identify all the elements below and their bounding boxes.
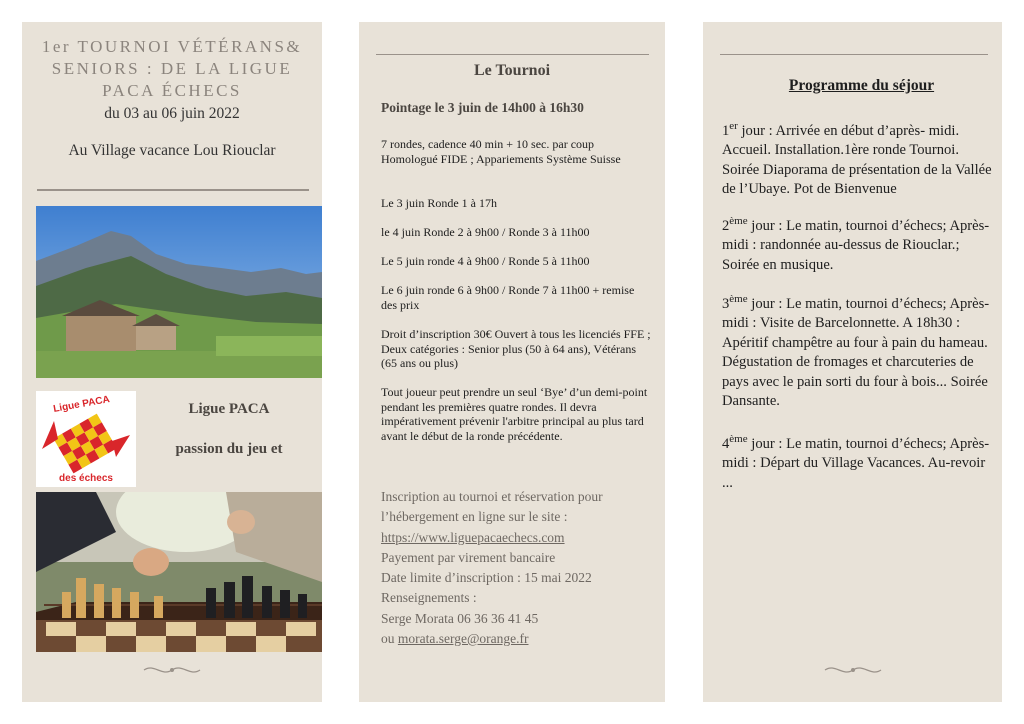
logo-text-top: Ligue PACA	[52, 394, 111, 415]
logo-text-bottom: des échecs	[59, 473, 113, 484]
cover-panel	[22, 22, 322, 702]
contact-phone: Serge Morata 06 36 36 41 45	[381, 610, 539, 626]
program-day-2: 2ème jour : Le matin, tournoi d’échecs; Après-midi : randonnée au-dessus de Riouclar.; Soirée en musique.	[722, 215, 990, 273]
flourish-ornament-icon	[823, 663, 883, 677]
flourish-ornament-icon	[142, 663, 202, 677]
tournament-venue: Au Village vacance Lou Riouclar	[68, 142, 276, 159]
divider	[376, 54, 649, 55]
rounds-info: 7 rondes, cadence 40 min + 10 sec. par coup Homologué FIDE ; Appariements Système Suisse	[381, 137, 621, 166]
registration-deadline: Date limite d’inscription : 15 mai 2022	[381, 570, 592, 586]
registration-intro: Inscription au tournoi et réservation pour l’hébergement en ligne sur le site :	[381, 489, 603, 525]
schedule-day-1: Le 3 juin Ronde 1 à 17h	[381, 196, 497, 210]
program-day-3: 3ème jour : Le matin, tournoi d’échecs; Après-midi : Visite de Barcelonnette. A 18h30 : Apéritif champêtre au four à pain du hameau. Dégustation de fromages et charcuteries de pays avec le pain sorti du four à bois... Soirée Dansante.	[722, 293, 990, 410]
pointage-info: Pointage le 3 juin de 14h00 à 16h30	[381, 100, 584, 115]
tournament-panel	[359, 22, 665, 702]
divider	[720, 54, 988, 55]
program-day-1: 1er jour : Arrivée en début d’après- midi. Accueil. Installation.1ère ronde Tournoi. Soirée Diaporama de présentation de la Vallée de l’Ubaye. Pot de Bienvenue	[722, 120, 992, 198]
registration-contact	[381, 487, 656, 649]
divider	[37, 189, 309, 191]
registration-fee-info: Droit d’inscription 30€ Ouvert à tous les licenciés FFE ; Deux catégories : Senior plus (50 à 64 ans), Vétérans (65 ans ou plus)	[381, 327, 651, 370]
mountain-village-photo	[36, 206, 322, 378]
ligue-subtitle: passion du jeu et	[175, 441, 283, 457]
email-link[interactable]: morata.serge@orange.fr	[397, 631, 529, 647]
schedule-day-4: Le 6 juin ronde 6 à 9h00 / Ronde 7 à 11h00 + remise des prix	[381, 283, 635, 312]
tournament-title-line-2: SENIORS : DE LA LIGUE	[51, 59, 293, 78]
bye-rule-info: Tout joueur peut prendre un seul ‘Bye’ d’un demi-point pendant les premières quatre rondes. Il devra impérativement prévenir l'arbitre principal au plus tard avant le début de la ronde précédente.	[381, 385, 648, 443]
ligue-paca-logo	[36, 391, 136, 487]
ligue-title: Ligue PACA	[188, 401, 270, 417]
program-panel	[703, 22, 1002, 702]
tournament-title-line-3: PACA ÉCHECS	[102, 81, 242, 100]
tournament-dates: du 03 au 06 juin 2022	[104, 105, 240, 122]
tournament-heading: Le Tournoi	[473, 62, 551, 79]
chess-players-photo	[36, 492, 322, 652]
schedule-day-3: Le 5 juin ronde 4 à 9h00 / Ronde 5 à 11h00	[381, 254, 590, 268]
payment-info: Payement par virement bancaire	[381, 549, 556, 565]
program-heading: Programme du séjour	[788, 77, 935, 94]
website-link[interactable]: https://www.liguepacaechecs.com	[381, 529, 565, 545]
program-day-4: 4ème jour : Le matin, tournoi d’échecs; Après-midi : Départ du Village Vacances. Au-revoir ...	[722, 433, 990, 491]
info-label: Renseignements :	[381, 590, 477, 606]
tournament-title-line-1: 1er TOURNOI VÉTÉRANS&	[41, 37, 303, 56]
schedule-day-2: le 4 juin Ronde 2 à 9h00 / Ronde 3 à 11h00	[381, 225, 590, 239]
or-label: ou	[381, 631, 398, 647]
